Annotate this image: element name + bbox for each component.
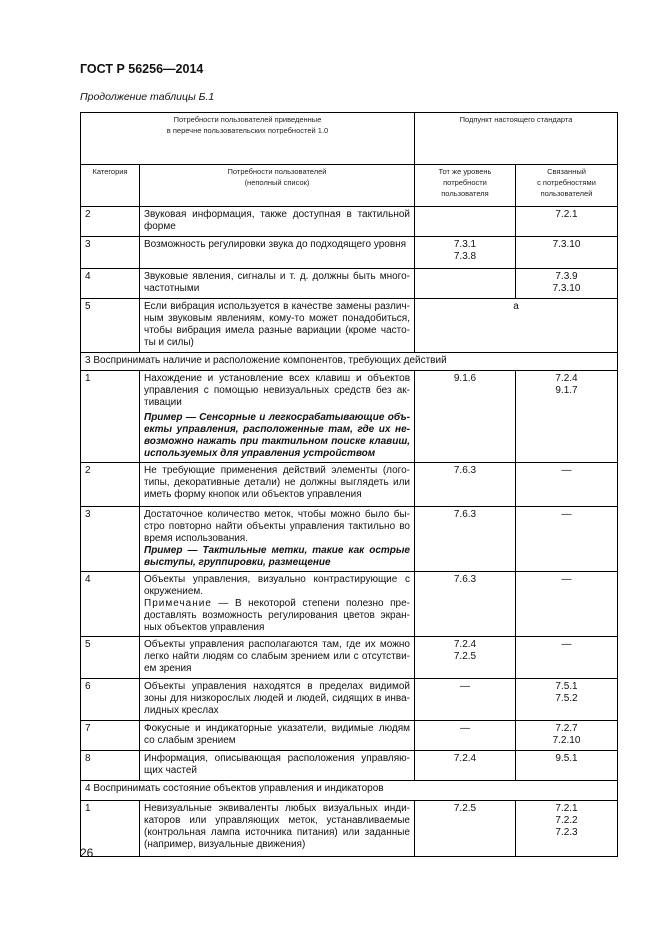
- row-related: —: [516, 572, 618, 637]
- row-need-text: [140, 371, 415, 463]
- row-related: 7.3.10: [516, 237, 618, 269]
- row-need-text: Звуковые явления, сигналы и т. д. должны быть много-частотными: [140, 269, 415, 299]
- table-row: [81, 237, 618, 269]
- row-related: 9.5.1: [516, 751, 618, 781]
- page-number: 26: [80, 846, 94, 860]
- row-need-text: Не требующие применения действий элементы (лого-типы, декоративные детали) не должны выглядеть или иметь форму кнопок или объектов управления: [140, 463, 415, 507]
- row-number: 3: [81, 507, 140, 572]
- row-number: 7: [81, 721, 140, 751]
- table-group-header-row: [81, 113, 618, 165]
- row-example: Пример — Сенсорные и легкосрабатывающие объ-екты управления, расположенные там, где их не-возможно нажать при тактильном поиске клавиш, используемых для управления устройством: [144, 412, 410, 459]
- row-need-text: Информация, описывающая расположения управляю-щих частей: [140, 751, 415, 781]
- row-number: 5: [81, 637, 140, 679]
- section-row: [81, 781, 618, 801]
- row-same-level: 7.2.4: [415, 751, 516, 781]
- table-row: [81, 721, 618, 751]
- row-number: 8: [81, 751, 140, 781]
- row-need-text: [140, 507, 415, 572]
- row-same-level: 7.3.1 7.3.8: [415, 237, 516, 269]
- row-same-level: —: [415, 721, 516, 751]
- section-3-heading: 3 Воспринимать наличие и расположение компонентов, требующих действий: [81, 353, 618, 371]
- row-related: 7.2.1: [516, 207, 618, 237]
- row-same-level: [415, 207, 516, 237]
- row-same-level: 9.1.6: [415, 371, 516, 463]
- row-number: 4: [81, 572, 140, 637]
- section-4-heading: 4 Воспринимать состояние объектов управления и индикаторов: [81, 781, 618, 801]
- row-number: 6: [81, 679, 140, 721]
- row-related: 7.3.9 7.3.10: [516, 269, 618, 299]
- document-header: ГОСТ Р 56256—2014: [80, 62, 204, 76]
- table-caption: Продолжение таблицы Б.1: [80, 91, 215, 103]
- row-number: 4: [81, 269, 140, 299]
- table-row: [81, 751, 618, 781]
- section-row: [81, 353, 618, 371]
- row-need-text: Невизуальные эквиваленты любых визуальных инди-каторов или управляющих меток, устанавливаемые (контрольная лампа источника питания) или заданные (например, визуальные движения): [140, 801, 415, 857]
- row-need-text: Звуковая информация, также доступная в тактильной форме: [140, 207, 415, 237]
- row-number: 3: [81, 237, 140, 269]
- table-row: [81, 299, 618, 353]
- column-header-category: Категория: [81, 165, 140, 207]
- table-row: [81, 371, 618, 463]
- row-same-level: —: [415, 679, 516, 721]
- table-row: [81, 207, 618, 237]
- row-need-text: Возможность регулировки звука до подходящего уровня: [140, 237, 415, 269]
- table-row: [81, 801, 618, 857]
- table-row: [81, 463, 618, 507]
- group-header-standard: Подпункт настоящего стандарта: [415, 113, 618, 165]
- row-need-text: Объекты управления располагаются там, где их можно легко найти людям со слабым зрением или с отсутстви-ем зрения: [140, 637, 415, 679]
- column-header-needs: Потребности пользователей (неполный список): [140, 165, 415, 207]
- row-same-level: 7.2.4 7.2.5: [415, 637, 516, 679]
- column-header-related: Связанный с потребностями пользователей: [516, 165, 618, 207]
- row-related: —: [516, 507, 618, 572]
- row-same-level: 7.2.5: [415, 801, 516, 857]
- table-row: [81, 572, 618, 637]
- row-related: 7.2.1 7.2.2 7.2.3: [516, 801, 618, 857]
- row-same-level: 7.6.3: [415, 572, 516, 637]
- row-number: 1: [81, 371, 140, 463]
- row-same-level: [415, 269, 516, 299]
- row-need-text: [140, 572, 415, 637]
- row-example: Пример — Тактильные метки, такие как острые выступы, группировки, размещение: [144, 545, 410, 568]
- row-need-text: Объекты управления находятся в пределах видимой зоны для низкорослых людей и людей, сидящих в инва-лидных креслах: [140, 679, 415, 721]
- table-row: [81, 679, 618, 721]
- table-row: [81, 507, 618, 572]
- row-related: —: [516, 637, 618, 679]
- row-need-main: Достаточное количество меток, чтобы можно было бы-стро повторно найти объекты управления тактильно во время использования.: [144, 509, 410, 544]
- row-number: 2: [81, 463, 140, 507]
- requirements-table: [80, 112, 618, 857]
- row-need-text: Фокусные и индикаторные указатели, видимые людям со слабым зрением: [140, 721, 415, 751]
- row-same-level: 7.6.3: [415, 463, 516, 507]
- row-number: 1: [81, 801, 140, 857]
- table-row: [81, 637, 618, 679]
- row-need-main: Нахождение и установление всех клавиш и объектов управления с помощью невизуальных средств без ак-тивации: [144, 373, 410, 408]
- row-number: 5: [81, 299, 140, 353]
- group-header-needs: Потребности пользователей приведенные в перечне пользовательских потребностей 1.0: [81, 113, 415, 165]
- row-need-main: Объекты управления, визуально контрастирующие с окружением.: [144, 574, 410, 597]
- row-note-label: Примечание: [144, 598, 212, 609]
- row-number: 2: [81, 207, 140, 237]
- row-need-text: Если вибрация используется в качестве замены различ-ным звуковым явлениям, кому-то может понадобиться, чтобы вибрация имела разные вариации (кроме часто-ты и силы): [140, 299, 415, 353]
- row-related: —: [516, 463, 618, 507]
- row-same-level: 7.6.3: [415, 507, 516, 572]
- row-related: 7.2.7 7.2.10: [516, 721, 618, 751]
- table-column-header-row: [81, 165, 618, 207]
- table-row: [81, 269, 618, 299]
- column-header-same-level: Тот же уровень потребности пользователя: [415, 165, 516, 207]
- row-related: 7.2.4 9.1.7: [516, 371, 618, 463]
- row-note-text: — В некоторой степени полезно пре-доставлять возможность регулирования цветов экран-ных объектов управления: [144, 598, 410, 633]
- row-related: 7.5.1 7.5.2: [516, 679, 618, 721]
- row-merged-note: a: [415, 299, 618, 353]
